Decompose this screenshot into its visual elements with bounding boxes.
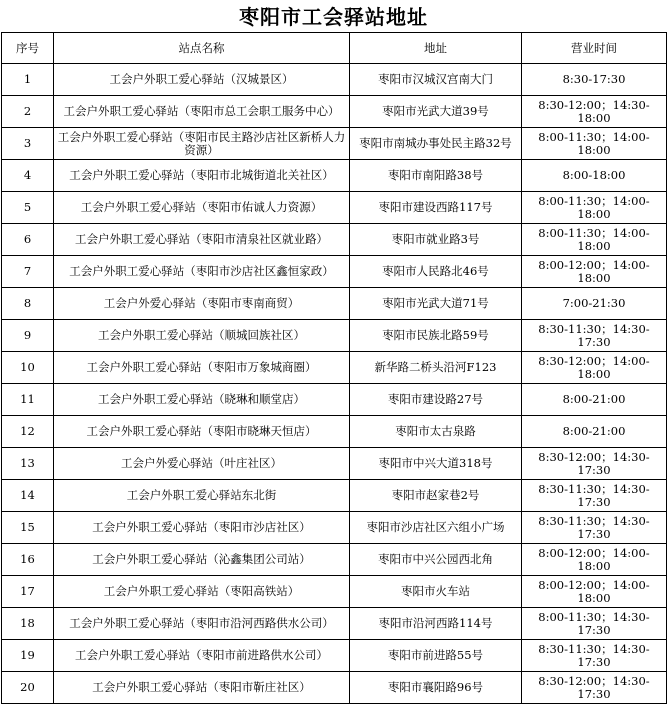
station-address: 枣阳市襄阳路96号	[350, 672, 522, 704]
station-name: 工会户外职工爱心驿站（枣阳市沙店社区）	[54, 512, 350, 544]
row-number: 5	[2, 192, 54, 224]
table-row	[2, 480, 667, 512]
opening-hours: 8:00-12:00；14:00-18:00	[522, 544, 667, 576]
opening-hours: 8:30-12:00；14:30-17:30	[522, 448, 667, 480]
station-name: 工会户外职工爱心驿站（枣阳高铁站）	[54, 576, 350, 608]
row-number: 16	[2, 544, 54, 576]
station-address: 枣阳市南阳路38号	[350, 160, 522, 192]
opening-hours: 8:30-11:30；14:30-17:30	[522, 480, 667, 512]
station-address: 枣阳市光武大道39号	[350, 96, 522, 128]
row-number: 18	[2, 608, 54, 640]
station-name: 工会户外职工爱心驿站（枣阳市总工会职工服务中心）	[54, 96, 350, 128]
opening-hours: 8:30-12:00；14:30-18:00	[522, 96, 667, 128]
station-name: 工会户外职工爱心驿站（沁鑫集团公司站）	[54, 544, 350, 576]
opening-hours: 8:30-17:30	[522, 64, 667, 96]
table-row	[2, 192, 667, 224]
table-row	[2, 448, 667, 480]
station-address: 枣阳市光武大道71号	[350, 288, 522, 320]
station-name: 工会户外职工爱心驿站（汉城景区）	[54, 64, 350, 96]
table-row	[2, 512, 667, 544]
row-number: 3	[2, 128, 54, 160]
station-address: 枣阳市中兴大道318号	[350, 448, 522, 480]
opening-hours: 8:00-11:30；14:00-18:00	[522, 192, 667, 224]
opening-hours: 8:30-12:00；14:30-17:30	[522, 672, 667, 704]
opening-hours: 7:00-21:30	[522, 288, 667, 320]
station-address: 枣阳市就业路3号	[350, 224, 522, 256]
station-address: 枣阳市沙店社区六组小广场	[350, 512, 522, 544]
station-name: 工会户外职工爱心驿站（枣阳市佑诚人力资源）	[54, 192, 350, 224]
row-number: 12	[2, 416, 54, 448]
row-number: 2	[2, 96, 54, 128]
station-name: 工会户外职工爱心驿站（枣阳市沙店社区鑫恒家政）	[54, 256, 350, 288]
opening-hours: 8:30-11:30；14:30-17:30	[522, 512, 667, 544]
station-name: 工会户外职工爱心驿站（枣阳市前进路供水公司）	[54, 640, 350, 672]
station-table	[1, 32, 667, 704]
header-row	[2, 33, 667, 64]
table-row	[2, 416, 667, 448]
station-address: 枣阳市沿河西路114号	[350, 608, 522, 640]
row-number: 9	[2, 320, 54, 352]
opening-hours: 8:00-21:00	[522, 416, 667, 448]
station-name: 工会户外职工爱心驿站（晓琳和顺堂店）	[54, 384, 350, 416]
station-address: 枣阳市建设西路117号	[350, 192, 522, 224]
table-row	[2, 160, 667, 192]
table-row	[2, 288, 667, 320]
row-number: 20	[2, 672, 54, 704]
table-row	[2, 64, 667, 96]
station-name: 工会户外职工爱心驿站（枣阳市沿河西路供水公司）	[54, 608, 350, 640]
table-row	[2, 96, 667, 128]
station-address: 枣阳市中兴公园西北角	[350, 544, 522, 576]
station-address: 枣阳市火车站	[350, 576, 522, 608]
page-title: 枣阳市工会驿站地址	[239, 5, 428, 29]
station-name: 工会户外职工爱心驿站（枣阳市晓琳天恒店）	[54, 416, 350, 448]
table-row	[2, 256, 667, 288]
header-address: 地址	[350, 33, 522, 64]
row-number: 8	[2, 288, 54, 320]
station-address: 枣阳市南城办事处民主路32号	[350, 128, 522, 160]
table-row	[2, 608, 667, 640]
opening-hours: 8:30-12:00；14:00-18:00	[522, 352, 667, 384]
opening-hours: 8:00-11:30；14:00-18:00	[522, 224, 667, 256]
station-address: 枣阳市前进路55号	[350, 640, 522, 672]
station-address: 枣阳市建设路27号	[350, 384, 522, 416]
station-name: 工会户外职工爱心驿站（枣阳市清泉社区就业路）	[54, 224, 350, 256]
station-name: 工会户外爱心驿站（叶庄社区）	[54, 448, 350, 480]
opening-hours: 8:00-18:00	[522, 160, 667, 192]
row-number: 15	[2, 512, 54, 544]
station-name: 工会户外职工爱心驿站（枣阳市北城街道北关社区）	[54, 160, 350, 192]
opening-hours: 8:00-11:30；14:00-18:00	[522, 128, 667, 160]
station-name: 工会户外爱心驿站（枣阳市枣南商贸）	[54, 288, 350, 320]
station-name: 工会户外职工爱心驿站（顺城回族社区）	[54, 320, 350, 352]
header-hours: 营业时间	[522, 33, 667, 64]
station-address: 枣阳市赵家巷2号	[350, 480, 522, 512]
station-name: 工会户外职工爱心驿站（枣阳市民主路沙店社区新桥人力资源）	[54, 128, 350, 160]
row-number: 13	[2, 448, 54, 480]
row-number: 6	[2, 224, 54, 256]
row-number: 4	[2, 160, 54, 192]
header-name: 站点名称	[54, 33, 350, 64]
station-address: 新华路二桥头沿河F123	[350, 352, 522, 384]
opening-hours: 8:00-12:00；14:00-18:00	[522, 256, 667, 288]
row-number: 17	[2, 576, 54, 608]
table-row	[2, 224, 667, 256]
row-number: 7	[2, 256, 54, 288]
table-row	[2, 640, 667, 672]
station-name: 工会户外职工爱心驿站（枣阳市万象城商圈）	[54, 352, 350, 384]
row-number: 11	[2, 384, 54, 416]
table-row	[2, 352, 667, 384]
station-address: 枣阳市太古泉路	[350, 416, 522, 448]
opening-hours: 8:30-11:30；14:30-17:30	[522, 320, 667, 352]
station-name: 工会户外职工爱心驿站（枣阳市靳庄社区）	[54, 672, 350, 704]
station-address: 枣阳市民族北路59号	[350, 320, 522, 352]
table-row	[2, 128, 667, 160]
opening-hours: 8:30-11:30；14:30-17:30	[522, 640, 667, 672]
row-number: 19	[2, 640, 54, 672]
table-body	[2, 64, 667, 704]
station-name: 工会户外职工爱心驿站东北街	[54, 480, 350, 512]
opening-hours: 8:00-21:00	[522, 384, 667, 416]
row-number: 10	[2, 352, 54, 384]
table-row	[2, 544, 667, 576]
row-number: 14	[2, 480, 54, 512]
table-row	[2, 576, 667, 608]
table-row	[2, 320, 667, 352]
header-no: 序号	[2, 33, 54, 64]
table-row	[2, 384, 667, 416]
station-address: 枣阳市人民路北46号	[350, 256, 522, 288]
opening-hours: 8:00-12:00；14:00-18:00	[522, 576, 667, 608]
station-address: 枣阳市汉城汉宫南大门	[350, 64, 522, 96]
row-number: 1	[2, 64, 54, 96]
opening-hours: 8:00-11:30；14:30-17:30	[522, 608, 667, 640]
table-row	[2, 672, 667, 704]
